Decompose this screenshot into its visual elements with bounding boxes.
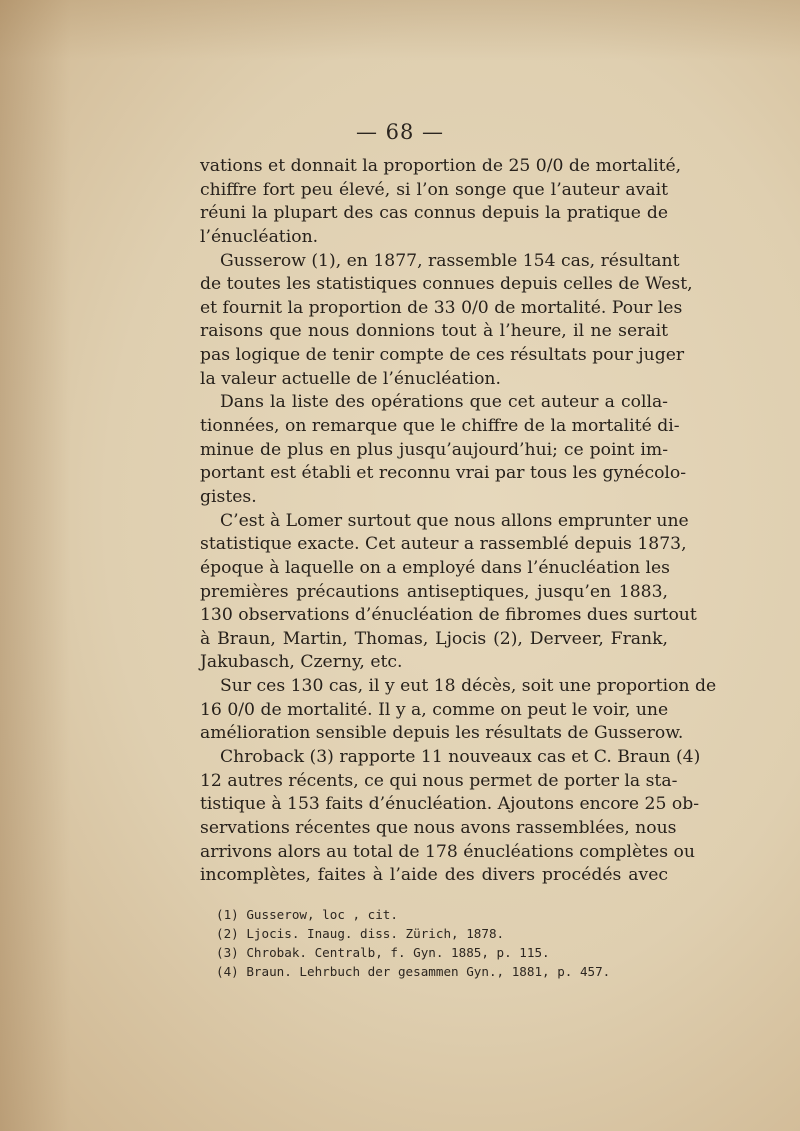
text-line: réuni la plupart des cas connus depuis la pratique de [200, 203, 668, 224]
page-edge-shadow [0, 0, 70, 1131]
paragraph [200, 155, 682, 250]
text-line: époque à laquelle on a employé dans l’énucléation les [200, 557, 670, 578]
text-line: et fournit la proportion de 33 0/0 de mortalité. Pour les [200, 297, 683, 318]
text-line: la valeur actuelle de l’énucléation. [200, 368, 501, 389]
text-line: statistique exacte. Cet auteur a rassemblé depuis 1873, [200, 534, 687, 555]
text-line: 16 0/0 de mortalité. Il y a, comme on peut le voir, une [200, 699, 669, 720]
footnotes [216, 905, 676, 981]
page-number: — 68 — [355, 120, 445, 144]
text-line: portant est établi et reconnu vrai par tous les gynécolo- [200, 463, 687, 484]
paragraph [200, 250, 693, 392]
body-text [200, 155, 717, 888]
paragraph [200, 391, 687, 509]
text-line: Sur ces 130 cas, il y eut 18 décès, soit une proportion de [220, 676, 717, 697]
text-line: gistes. [200, 486, 257, 507]
text-line: incomplètes, faites à l’aide des divers procédés avec [200, 865, 668, 886]
text-line: minue de plus en plus jusqu’aujourd’hui; ce point im- [200, 439, 668, 460]
footnote: (1) Gusserow, loc , cit. [216, 907, 398, 922]
text-line: tistique à 153 faits d’énucléation. Ajoutons encore 25 ob- [200, 794, 699, 815]
paragraph [200, 746, 701, 888]
text-line: raisons que nous donnions tout à l’heure, il ne serait [200, 321, 668, 342]
text-line: amélioration sensible depuis les résultats de Gusserow. [200, 723, 684, 744]
text-line: arrivons alors au total de 178 énucléations complètes ou [200, 841, 695, 862]
text-line: vations et donnait la proportion de 25 0/0 de mortalité, [200, 156, 682, 176]
text-line: l’énucléation. [200, 226, 319, 247]
text-line: 130 observations d’énucléation de fibromes dues surtout [200, 605, 697, 626]
text-line: pas logique de tenir compte de ces résultats pour juger [200, 345, 685, 366]
text-line: tionnées, on remarque que le chiffre de la mortalité di- [200, 416, 680, 437]
text-line: 12 autres récents, ce qui nous permet de porter la sta- [200, 770, 678, 791]
text-line: premières précautions antiseptiques, jusqu’en 1883, [200, 581, 668, 602]
text-line: C’est à Lomer surtout que nous allons emprunter une [220, 510, 689, 531]
text-line: chiffre fort peu élevé, si l’on songe que l’auteur avait [200, 179, 668, 200]
text-line: Chroback (3) rapporte 11 nouveaux cas et C. Braun (4) [220, 747, 701, 768]
footnote: (4) Braun. Lehrbuch der gesammen Gyn., 1881, p. 457. [216, 964, 611, 979]
paragraph [200, 510, 697, 675]
text-line: Dans la liste des opérations que cet auteur a colla- [220, 392, 668, 413]
text-line: Gusserow (1), en 1877, rassemble 154 cas, résultant [220, 250, 680, 271]
footnote: (3) Chrobak. Centralb, f. Gyn. 1885, p. 115. [216, 945, 550, 960]
footnote: (2) Ljocis. Inaug. diss. Zürich, 1878. [216, 926, 505, 941]
text-line: servations récentes que nous avons rassemblées, nous [200, 817, 677, 838]
text-line: Jakubasch, Czerny, etc. [200, 652, 403, 673]
text-line: à Braun, Martin, Thomas, Ljocis (2), Derveer, Frank, [200, 628, 668, 649]
paragraph [200, 675, 717, 746]
page-top-shadow [0, 0, 800, 60]
text-line: de toutes les statistiques connues depuis celles de West, [200, 274, 693, 295]
